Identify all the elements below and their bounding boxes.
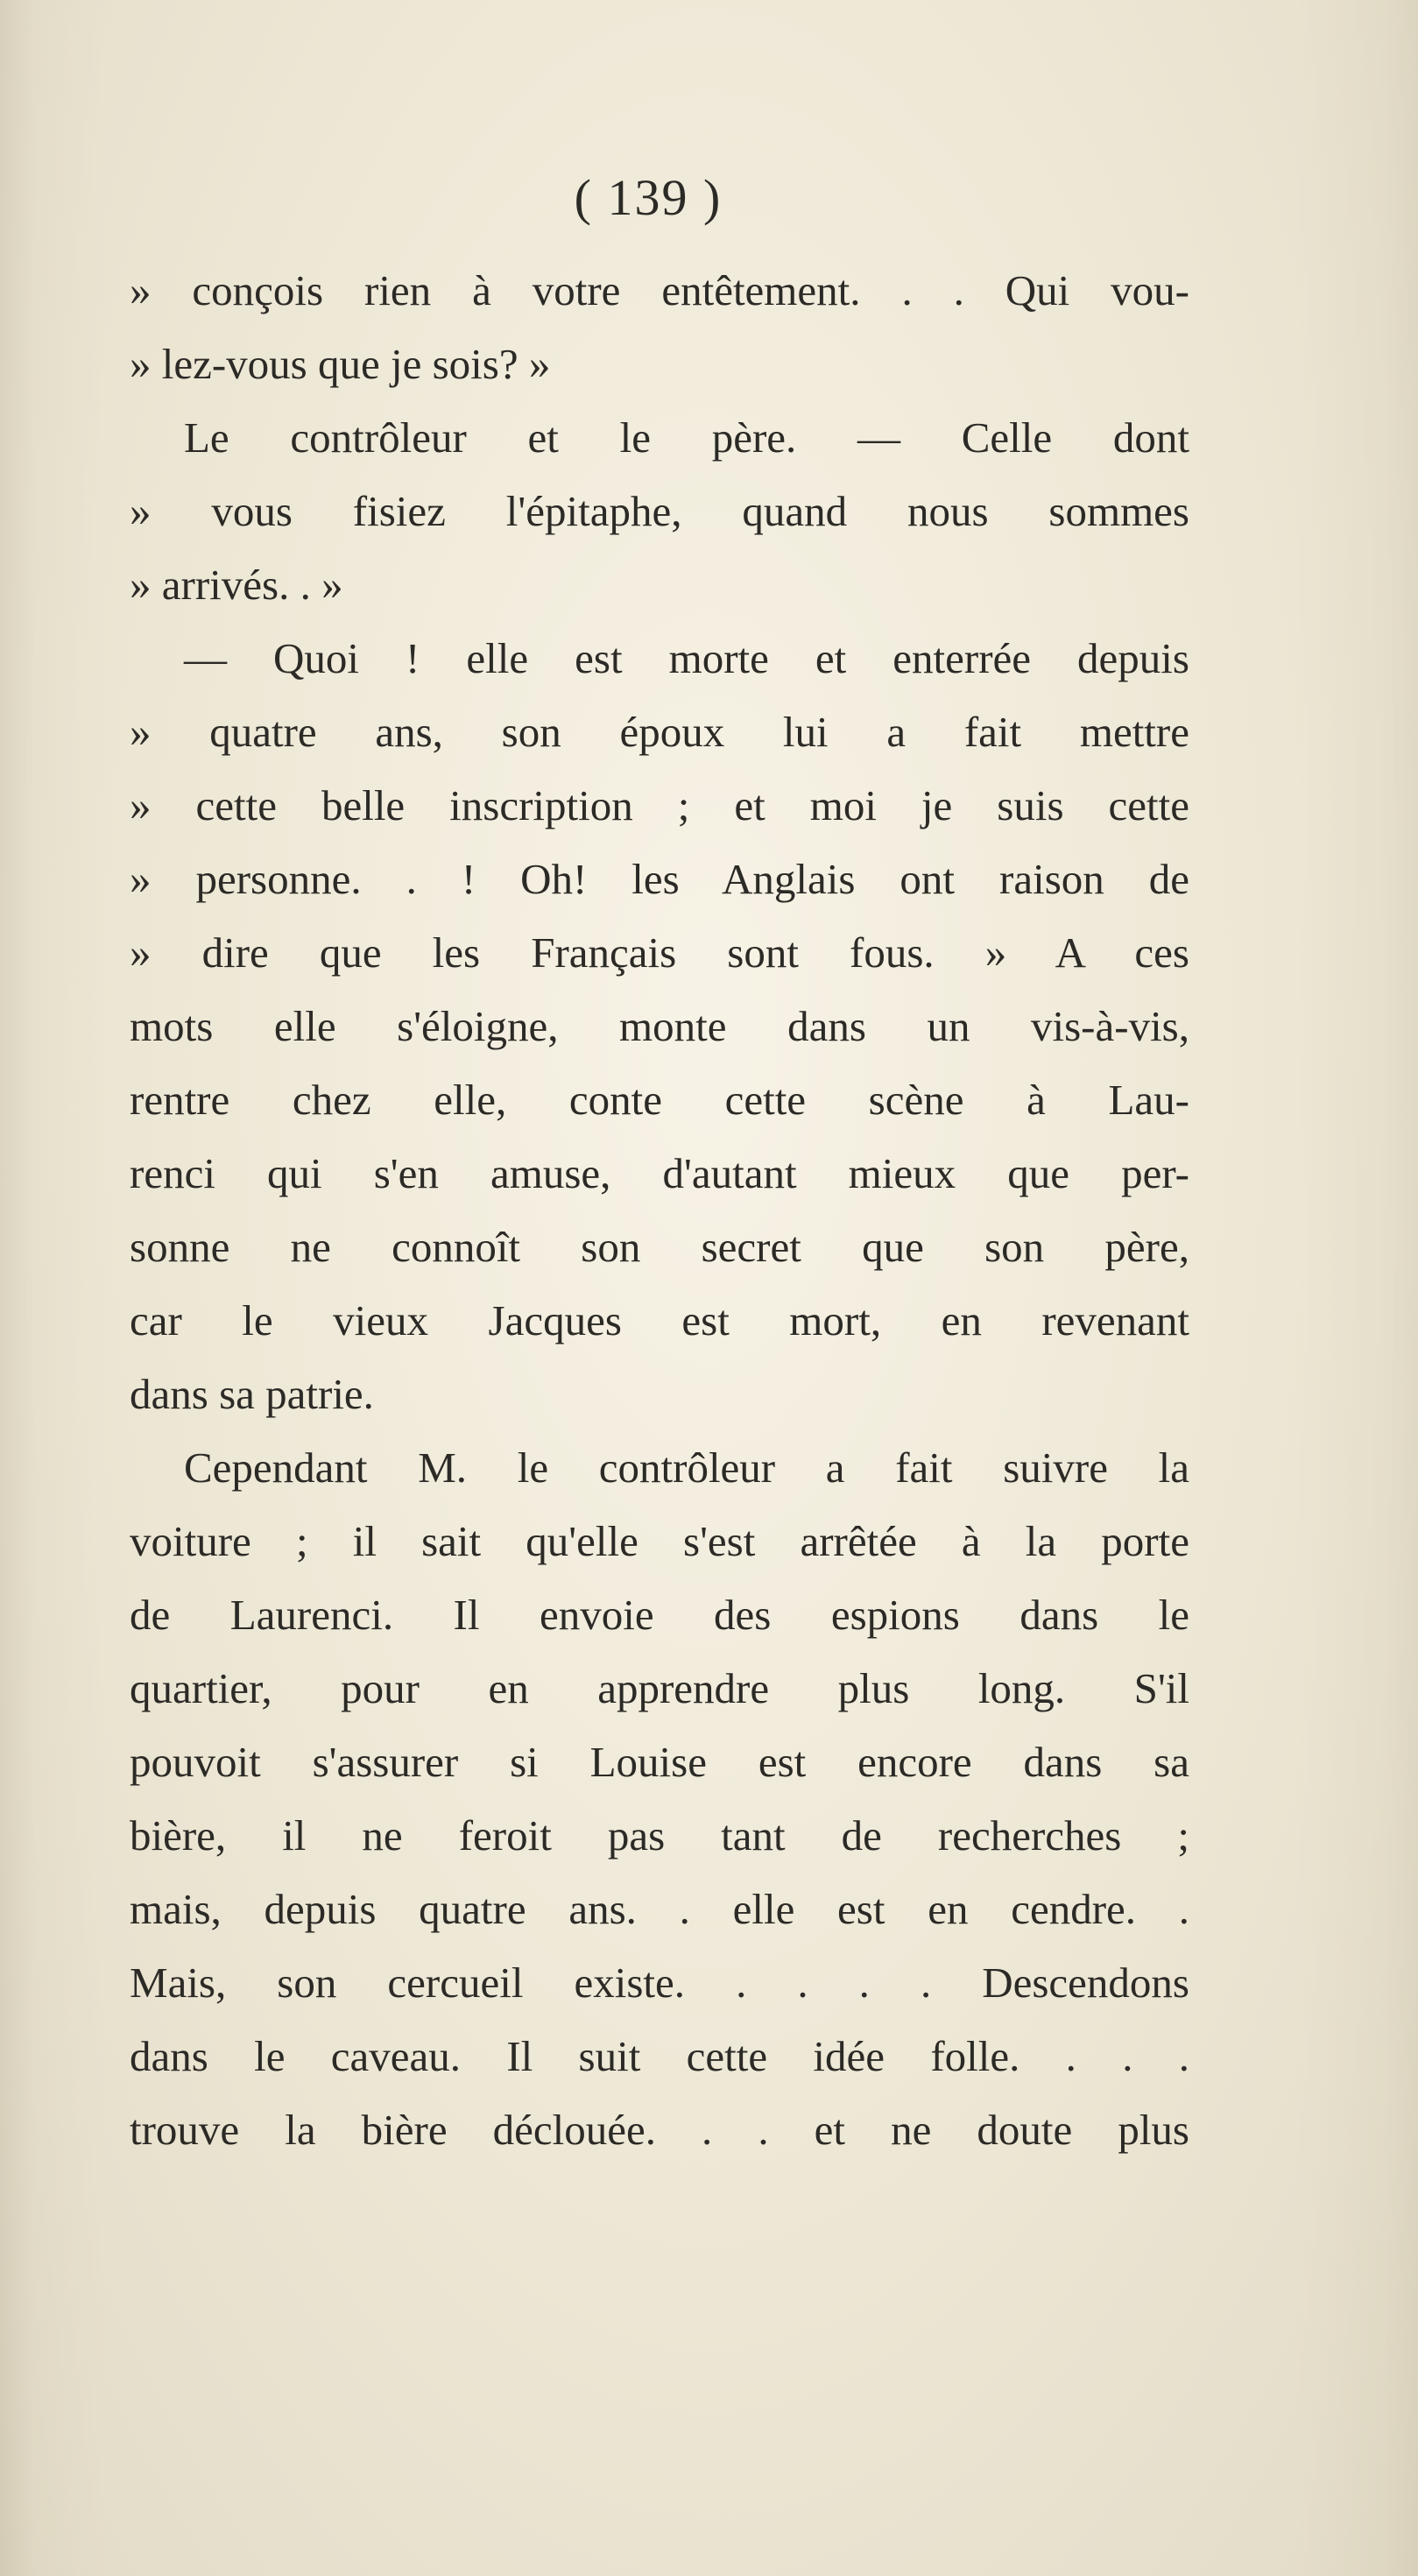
text-line: » personne. . ! Oh! les Anglais ont raison de	[130, 855, 1189, 903]
text-line: voiture ; il sait qu'elle s'est arrêtée à la porte	[130, 1517, 1189, 1565]
text-line: trouve la bière déclouée. . . et ne doute plus	[130, 2106, 1189, 2154]
text-line: pouvoit s'assurer si Louise est encore dans sa	[130, 1738, 1189, 1786]
text-line: dans sa patrie.	[130, 1370, 374, 1418]
text-line: Cependant M. le contrôleur a fait suivre la	[184, 1443, 1189, 1492]
page-number: ( 139 )	[574, 169, 723, 226]
text-line: Le contrôleur et le père. — Celle dont	[184, 413, 1189, 462]
text-line: » arrivés. . »	[130, 561, 343, 609]
text-line: » quatre ans, son époux lui a fait mettre	[130, 708, 1189, 756]
text-line: » conçois rien à votre entêtement. . . Qui vou-	[130, 266, 1189, 314]
text-line: rentre chez elle, conte cette scène à Lau-	[130, 1076, 1189, 1124]
text-line: de Laurenci. Il envoie des espions dans le	[130, 1591, 1189, 1639]
text-line: mots elle s'éloigne, monte dans un vis-à-vis,	[130, 1002, 1189, 1050]
text-line: sonne ne connoît son secret que son père,	[130, 1223, 1189, 1271]
text-line: — Quoi ! elle est morte et enterrée depuis	[184, 634, 1189, 682]
text-line: quartier, pour en apprendre plus long. S'il	[130, 1664, 1189, 1712]
text-line: car le vieux Jacques est mort, en revenant	[130, 1296, 1189, 1344]
text-line: renci qui s'en amuse, d'autant mieux que per-	[130, 1149, 1189, 1197]
text-line: mais, depuis quatre ans. . elle est en cendre. .	[130, 1885, 1189, 1933]
text-line: » cette belle inscription ; et moi je suis cette	[130, 781, 1189, 829]
text-line: » lez-vous que je sois? »	[130, 340, 551, 388]
text-line: dans le caveau. Il suit cette idée folle. . . .	[130, 2032, 1189, 2080]
body-text	[130, 254, 1189, 2167]
text-line: Mais, son cercueil existe. . . . . Descendons	[130, 1958, 1189, 2007]
text-line: bière, il ne feroit pas tant de recherches ;	[130, 1811, 1189, 1860]
text-line: » vous fisiez l'épitaphe, quand nous sommes	[130, 487, 1189, 535]
text-line: » dire que les Français sont fous. » A ces	[130, 928, 1189, 977]
